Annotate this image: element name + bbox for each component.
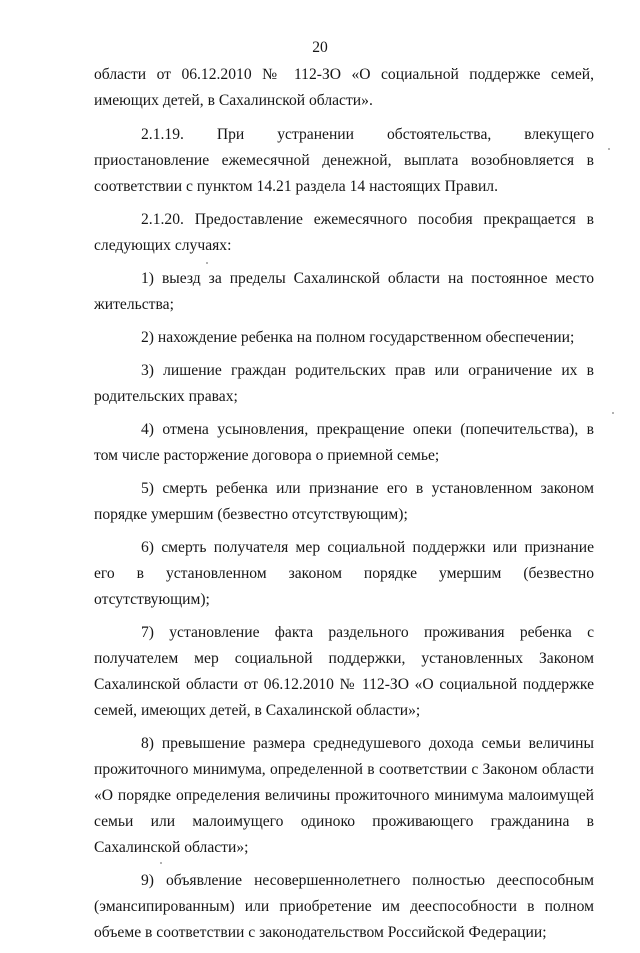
document-body: [94, 62, 594, 953]
list-item-6: 6) смерть получателя мер социальной поддержки или признание его в установленном законом порядке умершим (безвестно отсутствующим);: [94, 539, 594, 608]
list-item-9: 9) объявление несовершеннолетнего полностью дееспособным (эмансипированным) или приобретение им дееспособности в полном объеме в соответствии с законодательством Российской Федерации;: [94, 872, 594, 941]
list-item-5: 5) смерть ребенка или признание его в установленном законом порядке умершим (безвестно отсутствующим);: [94, 480, 594, 523]
list-item-8: 8) превышение размера среднедушевого дохода семьи величины прожиточного минимума, определенной в соответствии с Законом области «О порядке определения величины прожиточного минимума малоимущей семьи или малоимущего одиноко проживающего гражданина в Сахалинской области»;: [94, 735, 594, 856]
page-number: 20: [312, 39, 328, 56]
scan-speck: [206, 262, 208, 264]
list-item-3: 3) лишение граждан родительских прав или ограничение их в родительских правах;: [94, 362, 594, 405]
list-item-4: 4) отмена усыновления, прекращение опеки (попечительства), в том числе расторжение договора о приемной семье;: [94, 421, 594, 464]
paragraph-2-1-20: 2.1.20. Предоставление ежемесячного пособия прекращается в следующих случаях:: [94, 211, 594, 254]
list-item-1: 1) выезд за пределы Сахалинской области на постоянное место жительства;: [94, 270, 594, 313]
list-item-7: 7) установление факта раздельного проживания ребенка с получателем мер социальной поддержки, установленных Законом Сахалинской области от 06.12.2010 № 112-ЗО «О социальной поддержке семей, имеющих детей, в Сахалинской области»;: [94, 624, 594, 719]
scan-speck: [608, 148, 610, 150]
paragraph-continuation: области от 06.12.2010 № 112-ЗО «О социальной поддержке семей, имеющих детей, в Сахалинской области».: [94, 66, 594, 109]
list-item-2: 2) нахождение ребенка на полном государственном обеспечении;: [141, 329, 575, 346]
scan-speck: [160, 862, 162, 864]
scan-speck: [612, 412, 614, 414]
paragraph-2-1-19: 2.1.19. При устранении обстоятельства, влекущего приостановление ежемесячной денежной, выплата возобновляется в соответствии с пунктом 14.21 раздела 14 настоящих Правил.: [94, 126, 594, 195]
